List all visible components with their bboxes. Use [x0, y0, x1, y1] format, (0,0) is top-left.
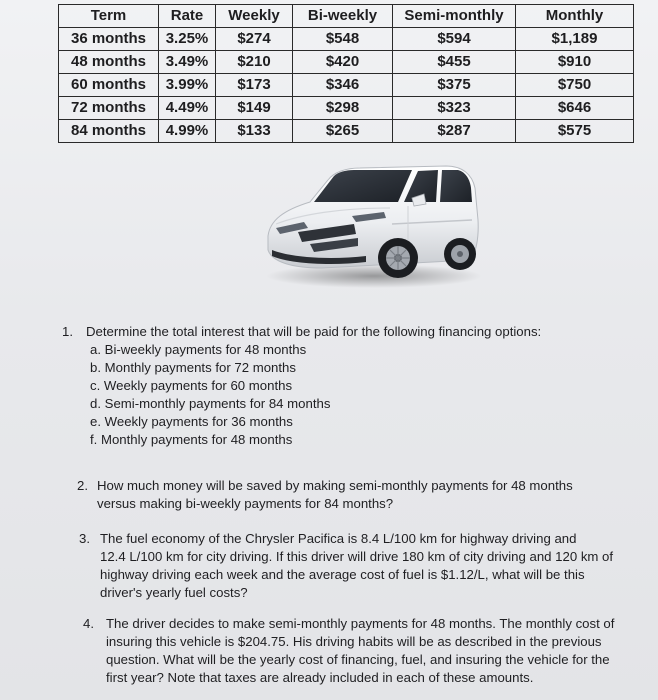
question-3-line: The fuel economy of the Chrysler Pacifica is 8.4 L/100 km for highway driving and: [100, 531, 577, 546]
question-2-text: [97, 477, 637, 513]
cell-rate: 4.49%: [159, 97, 216, 120]
table-row: [59, 51, 634, 74]
option-c: c. Weekly payments for 60 months: [90, 378, 293, 393]
header-weekly: Weekly: [216, 5, 293, 28]
cell-term: 60 months: [59, 74, 159, 97]
question-3-line: highway driving each week and the average cost of fuel is $1.12/L, what will be this: [100, 567, 585, 582]
cell-rate: 3.49%: [159, 51, 216, 74]
cell-semi-monthly: $323: [393, 97, 516, 120]
question-1-text: Determine the total interest that will be paid for the following financing options:: [86, 324, 542, 339]
cell-monthly: $750: [516, 74, 634, 97]
cell-rate: 4.99%: [159, 120, 216, 143]
cell-weekly: $133: [216, 120, 293, 143]
header-semi-monthly: Semi-monthly: [393, 5, 516, 28]
financing-rates-table: [58, 4, 634, 143]
question-4-number: 4.: [83, 616, 94, 631]
question-1-number: 1.: [62, 324, 73, 339]
option-f: f. Monthly payments for 48 months: [90, 432, 293, 447]
question-4: [83, 615, 643, 687]
option-b: b. Monthly payments for 72 months: [90, 360, 296, 375]
option-e: e. Weekly payments for 36 months: [90, 414, 293, 429]
header-rate: Rate: [159, 5, 216, 28]
question-3-number: 3.: [79, 531, 90, 546]
question-1: [62, 323, 652, 449]
question-4-line: first year? Note that taxes are already included in each of these amounts.: [106, 670, 534, 685]
question-2: [77, 477, 637, 513]
cell-bi-weekly: $298: [293, 97, 393, 120]
cell-semi-monthly: $455: [393, 51, 516, 74]
cell-monthly: $1,189: [516, 28, 634, 51]
question-4-text: [106, 615, 643, 687]
table-row: [59, 74, 634, 97]
cell-semi-monthly: $594: [393, 28, 516, 51]
question-2-number: 2.: [77, 478, 88, 493]
cell-weekly: $274: [216, 28, 293, 51]
cell-monthly: $910: [516, 51, 634, 74]
table-row: [59, 97, 634, 120]
header-monthly: Monthly: [516, 5, 634, 28]
cell-term: 72 months: [59, 97, 159, 120]
question-2-line: How much money will be saved by making semi-monthly payments for 48 months: [97, 478, 573, 493]
cell-weekly: $210: [216, 51, 293, 74]
cell-monthly: $646: [516, 97, 634, 120]
cell-rate: 3.25%: [159, 28, 216, 51]
cell-weekly: $173: [216, 74, 293, 97]
cell-term: 84 months: [59, 120, 159, 143]
question-2-line: versus making bi-weekly payments for 84 months?: [97, 496, 394, 511]
question-4-line: question. What will be the yearly cost of financing, fuel, and insuring the vehicle for the: [106, 652, 610, 667]
cell-bi-weekly: $548: [293, 28, 393, 51]
cell-semi-monthly: $375: [393, 74, 516, 97]
cell-term: 36 months: [59, 28, 159, 51]
option-a: a. Bi-weekly payments for 48 months: [90, 342, 307, 357]
cell-bi-weekly: $265: [293, 120, 393, 143]
table-header-row: [59, 5, 634, 28]
option-d: d. Semi-monthly payments for 84 months: [90, 396, 331, 411]
question-3-text: [100, 530, 649, 602]
minivan-photo: [262, 158, 482, 290]
cell-rate: 3.99%: [159, 74, 216, 97]
cell-monthly: $575: [516, 120, 634, 143]
question-1-options: [90, 341, 652, 449]
cell-semi-monthly: $287: [393, 120, 516, 143]
question-4-line: The driver decides to make semi-monthly payments for 48 months. The monthly cost of: [106, 616, 615, 631]
header-bi-weekly: Bi-weekly: [293, 5, 393, 28]
question-4-line: insuring this vehicle is $204.75. His driving habits will be as described in the previous: [106, 634, 602, 649]
question-3-line: driver's yearly fuel costs?: [100, 585, 248, 600]
question-3-line: 12.4 L/100 km for city driving. If this driver will drive 180 km of city driving and 120 km of: [100, 549, 614, 564]
header-term: Term: [59, 5, 159, 28]
cell-bi-weekly: $346: [293, 74, 393, 97]
table-row: [59, 28, 634, 51]
cell-term: 48 months: [59, 51, 159, 74]
question-3: [79, 530, 649, 602]
cell-weekly: $149: [216, 97, 293, 120]
cell-bi-weekly: $420: [293, 51, 393, 74]
table-row: [59, 120, 634, 143]
